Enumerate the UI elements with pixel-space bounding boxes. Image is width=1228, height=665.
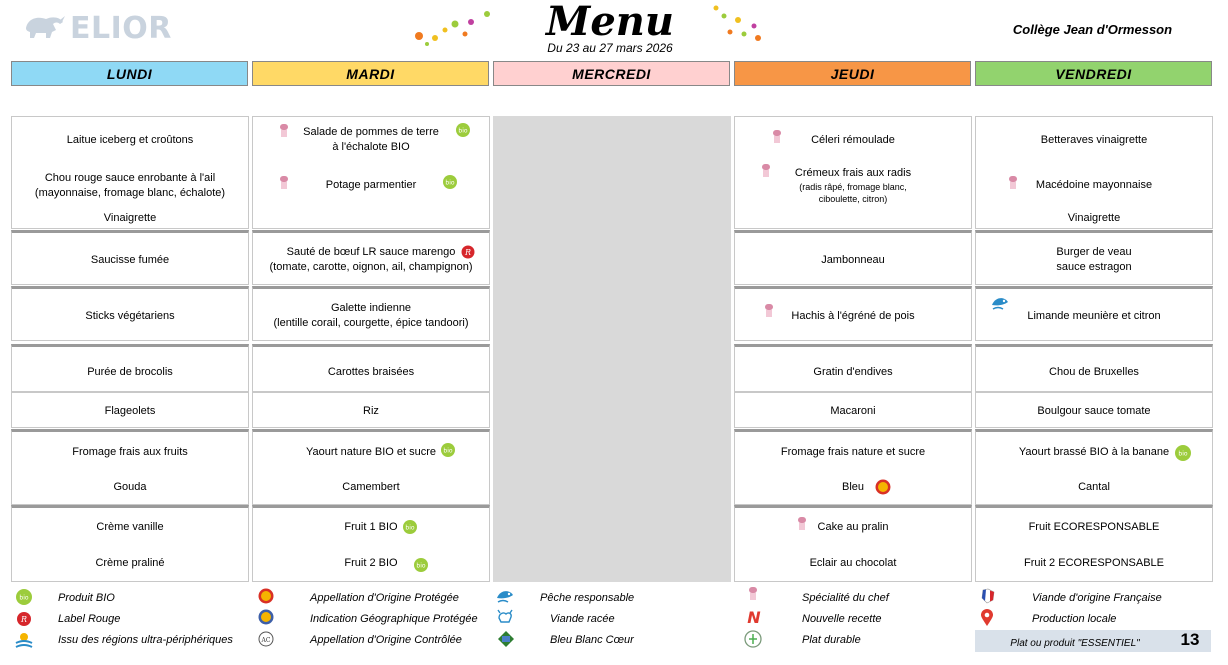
vendredi-main2 (975, 286, 1213, 341)
chef-icon (746, 586, 760, 602)
peche-responsable-icon (990, 293, 1010, 311)
aoc-icon (258, 631, 274, 647)
menu-item: Crème vanille (96, 521, 164, 533)
bull-logo-icon (22, 12, 66, 44)
svg-text:bio: bio (458, 127, 468, 135)
day-header-lundi: LUNDI (11, 61, 248, 86)
menu-item: Purée de brocolis (87, 366, 173, 378)
chef-icon (277, 175, 291, 191)
chef-icon (770, 129, 784, 145)
legend-bbc: Bleu Blanc Cœur (550, 634, 634, 646)
jeudi-dessert (734, 505, 972, 582)
mardi-side1 (252, 344, 490, 392)
menu-item: Yaourt brassé BIO à la banane (1018, 446, 1170, 458)
menu-item: Cantal (1078, 481, 1110, 493)
page-number: 13 (1180, 630, 1200, 649)
production-locale-icon (980, 609, 994, 627)
confetti-left-decoration (405, 4, 505, 54)
viande-francaise-icon (980, 588, 996, 604)
mardi-starters (252, 116, 490, 229)
lundi-main1 (11, 230, 249, 285)
menu-item: Riz (363, 405, 379, 417)
mardi-dairy (252, 429, 490, 505)
legend-francaise: Viande d'origine Française (1032, 592, 1162, 604)
legend-label-rouge: Label Rouge (58, 613, 121, 625)
jeudi-dairy (734, 429, 972, 505)
bio-icon (456, 123, 470, 137)
chef-icon (277, 123, 291, 139)
menu-item: Macédoine mayonnaise (1035, 179, 1153, 191)
menu-item: Vinaigrette (103, 212, 157, 224)
menu-item: Burger de veau sauce estragon (1056, 246, 1132, 273)
menu-item: Saucisse fumée (90, 254, 170, 266)
legend-peche: Pêche responsable (540, 592, 635, 604)
menu-item: Fruit 1 BIO (344, 521, 398, 533)
menu-item: Yaourt nature BIO et sucre (305, 446, 437, 458)
svg-text:AC: AC (261, 637, 271, 644)
svg-text:bio: bio (1178, 450, 1188, 458)
mercredi-empty-column (493, 116, 731, 582)
menu-item: Sticks végétariens (85, 310, 175, 322)
legend-bio: Produit BIO (58, 592, 115, 604)
vendredi-main1 (975, 230, 1213, 285)
menu-item: Gouda (113, 481, 147, 493)
menu-item: Camembert (342, 481, 400, 493)
bio-icon (441, 443, 455, 457)
vendredi-starters (975, 116, 1213, 229)
menu-item: Fromage frais nature et sucre (780, 446, 926, 458)
menu-item: Cake au pralin (817, 521, 889, 533)
chef-icon (759, 163, 773, 179)
svg-text:bio: bio (416, 562, 426, 570)
legend-nouvelle: Nouvelle recette (802, 613, 882, 625)
menu-item: Fromage frais aux fruits (72, 446, 188, 458)
svg-text:bio: bio (445, 179, 455, 187)
svg-text:bio: bio (443, 447, 453, 455)
bleu-blanc-coeur-icon (496, 629, 516, 649)
menu-item: Fruit 2 ECORESPONSABLE (1024, 557, 1164, 569)
menu-item: Jambonneau (821, 254, 885, 266)
svg-text:R: R (20, 615, 28, 624)
lundi-dessert (11, 505, 249, 582)
menu-item: Fruit 2 BIO (344, 557, 398, 569)
menu-item: Macaroni (830, 405, 876, 417)
menu-item-detail: (radis râpé, fromage blanc, ciboulette, citron) (799, 182, 907, 204)
plat-durable-icon (744, 630, 762, 648)
menu-item: Potage parmentier (325, 179, 417, 191)
menu-item: Céleri rémoulade (811, 134, 895, 146)
bio-icon (443, 175, 457, 189)
label-rouge-icon (16, 611, 32, 627)
vendredi-side1 (975, 344, 1213, 392)
legend-chef: Spécialité du chef (802, 592, 889, 604)
day-header-vendredi: VENDREDI (975, 61, 1212, 86)
menu-item: Crème praliné (95, 557, 165, 569)
menu-item: Crémeux frais aux radis (794, 167, 912, 179)
jeudi-side2 (734, 392, 972, 428)
legend-aop: Appellation d'Origine Protégée (310, 592, 459, 604)
menu-item: Chou de Bruxelles (1049, 366, 1139, 378)
menu-item: Salade de pommes de terre à l'échalote BIO (303, 126, 439, 153)
menu-item: Hachis à l'égréné de pois (791, 310, 915, 322)
legend-durable: Plat durable (802, 634, 861, 646)
legend-ultra: Issu des régions ultra-périphériques (58, 634, 233, 646)
menu-title: Menu (546, 0, 674, 45)
jeudi-starters (734, 116, 972, 229)
label-rouge-icon (460, 245, 476, 259)
menu-item: Galette indienne (lentille corail, courgette, épice tandoori) (273, 302, 469, 329)
lundi-dairy (11, 429, 249, 505)
day-header-jeudi: JEUDI (734, 61, 971, 86)
vendredi-side2 (975, 392, 1213, 428)
menu-dates: Du 23 au 27 mars 2026 (547, 41, 673, 55)
lundi-side2 (11, 392, 249, 428)
jeudi-main2 (734, 286, 972, 341)
menu-item: Eclair au chocolat (809, 557, 897, 569)
svg-text:bio: bio (405, 524, 415, 532)
legend-igp: Indication Géographique Protégée (310, 613, 478, 625)
menu-item: Bleu (841, 481, 865, 493)
bio-icon (16, 589, 32, 605)
menu-item: Sauté de bœuf LR sauce marengo (tomate, carotte, oignon, ail, champignon) (269, 246, 473, 273)
lundi-starters (11, 116, 249, 229)
viande-racee-icon (496, 608, 514, 626)
svg-text:bio: bio (19, 594, 29, 602)
chef-icon (1006, 175, 1020, 191)
essentiel-label: Plat ou produit "ESSENTIEL" (1010, 638, 1140, 649)
svg-text:N: N (747, 608, 761, 626)
menu-item: Laitue iceberg et croûtons (66, 134, 194, 146)
jeudi-side1 (734, 344, 972, 392)
aop-icon (258, 588, 274, 604)
peche-responsable-icon (495, 586, 515, 604)
mardi-main2 (252, 286, 490, 341)
lundi-side1 (11, 344, 249, 392)
bio-icon (403, 520, 417, 534)
chef-icon (762, 303, 776, 319)
mardi-side2 (252, 392, 490, 428)
jeudi-main1 (734, 230, 972, 285)
legend-locale: Production locale (1032, 613, 1117, 625)
nouvelle-recette-icon (745, 608, 763, 626)
menu-item: Boulgour sauce tomate (1037, 405, 1151, 417)
menu-item: Flageolets (104, 405, 156, 417)
menu-item: Fruit ECORESPONSABLE (1028, 521, 1160, 533)
legend-aoc: Appellation d'Origine Contrôlée (310, 634, 462, 646)
confetti-right-decoration (710, 4, 790, 54)
lundi-main2 (11, 286, 249, 341)
menu-item: Vinaigrette (1067, 212, 1121, 224)
school-name: Collège Jean d'Ormesson (1012, 22, 1173, 37)
menu-item: Carottes braisées (327, 366, 415, 378)
mardi-main1 (252, 230, 490, 285)
bio-icon (1175, 445, 1191, 461)
chef-icon (795, 516, 809, 532)
ultra-peripheral-icon (14, 631, 34, 649)
menu-item: Gratin d'endives (813, 366, 893, 378)
vendredi-dessert (975, 505, 1213, 582)
elior-logo (22, 10, 172, 46)
igp-icon (258, 609, 274, 625)
vendredi-dairy (975, 429, 1213, 505)
menu-item: Chou rouge sauce enrobante à l'ail (mayonnaise, fromage blanc, échalote) (34, 172, 226, 199)
menu-item: Betteraves vinaigrette (1040, 134, 1148, 146)
day-header-mercredi: MERCREDI (493, 61, 730, 86)
bio-icon (414, 558, 428, 572)
mardi-dessert (252, 505, 490, 582)
menu-item: Limande meunière et citron (1027, 310, 1161, 322)
aop-icon (875, 479, 891, 495)
day-header-mardi: MARDI (252, 61, 489, 86)
logo-text: ELIOR (70, 10, 172, 46)
svg-text:R: R (464, 248, 472, 257)
legend-racee: Viande racée (550, 613, 615, 625)
